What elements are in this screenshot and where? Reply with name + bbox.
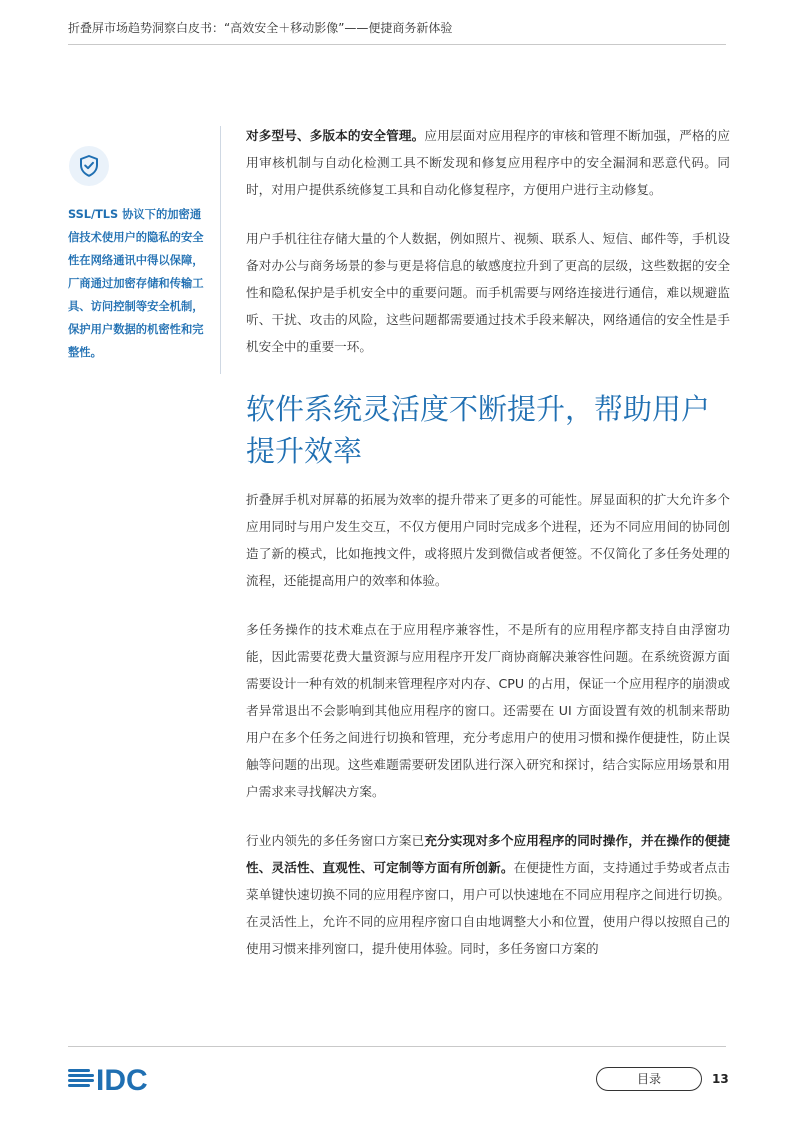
shield-check-icon xyxy=(69,146,109,186)
paragraph-multitask-difficulty: 多任务操作的技术难点在于应用程序兼容性，不是所有的应用程序都支持自由浮窗功能，因此需要花费大量资源与应用程序开发厂商协商解决兼容性问题。在系统资源方面需要设计一种有效的机制来管理程序对内存、CPU 的占用，保证一个应用程序的崩溃或者异常退出不会影响到其他应用程序的窗口。还需要在 UI 方面设置有效的机制来帮助用户在多个任务之间进行切换和管理，充分考虑用户的使用习惯和操作便捷性，防止误触等问题的出现。这些难题需要研发团队进行深入研究和探讨，结合实际应用场景和用户需求来寻找解决方案。 xyxy=(246,622,730,799)
paragraph-security-management xyxy=(246,122,730,203)
main-content xyxy=(246,122,730,984)
paragraph-text: 应用层面对应用程序的审核和管理不断加强，严格的应用审核机制与自动化检测工具不断发现和修复应用程序中的安全漏洞和恶意代码。同时，对用户提供系统修复工具和自动化修复程序，方便用户进行主动修复。 xyxy=(246,128,731,197)
paragraph-user-data: 用户手机往往存储大量的个人数据，例如照片、视频、联系人、短信、邮件等，手机设备对办公与商务场景的参与更是将信息的敏感度拉升到了更高的层级，这些数据的安全性和隐私保护是手机安全中的重要问题。而手机需要与网络连接进行通信，难以规避监听、干扰、攻击的风险，这些问题都需要通过技术手段来解决，网络通信的安全性是手机安全中的重要一环。 xyxy=(246,231,730,354)
paragraph-text: 在便捷性方面，支持通过手势或者点击菜单键快速切换不同的应用程序窗口，用户可以快速地在不同应用程序之间进行切换。在灵活性上，允许不同的应用程序窗口自由地调整大小和位置，使用户得以按照自己的使用习惯来排列窗口，提升使用体验。同时，多任务窗口方案的 xyxy=(246,860,731,956)
sidebar-divider xyxy=(220,126,221,374)
idc-logo xyxy=(68,1063,168,1095)
svg-text:IDC: IDC xyxy=(96,1064,148,1095)
page-number: 13 xyxy=(712,1072,729,1086)
section-heading: 软件系统灵活度不断提升，帮助用户提升效率 xyxy=(246,392,711,468)
running-header: 折叠屏市场趋势洞察白皮书：“高效安全＋移动影像”——便捷商务新体验 xyxy=(68,21,453,35)
paragraph-lead-bold: 对多型号、多版本的安全管理。 xyxy=(246,128,425,143)
header-divider xyxy=(68,44,726,45)
paragraph-text: 行业内领先的多任务窗口方案已 xyxy=(246,833,425,848)
paragraph-multitask-solution xyxy=(246,827,730,962)
paragraph-inline-bold: 充分实现对多个应用程序的同时操作，并在操作的便捷性、灵活性、直观性、可定制等方面有所创新。 xyxy=(246,833,731,875)
toc-button[interactable]: 目录 xyxy=(596,1067,702,1091)
paragraph-foldable-efficiency: 折叠屏手机对屏幕的拓展为效率的提升带来了更多的可能性。屏显面积的扩大允许多个应用同时与用户发生交互，不仅方便用户同时完成多个进程，还为不同应用间的协同创造了新的模式，比如拖拽文件，或将照片发到微信或者便签。不仅简化了多任务处理的流程，还能提高用户的效率和体验。 xyxy=(246,492,730,588)
footer-divider xyxy=(68,1046,726,1047)
sidebar-callout: SSL/TLS 协议下的加密通信技术使用户的隐私的安全性在网络通讯中得以保障，厂商通过加密存储和传输工具、访问控制等安全机制，保护用户数据的机密性和完整性。 xyxy=(68,208,204,359)
